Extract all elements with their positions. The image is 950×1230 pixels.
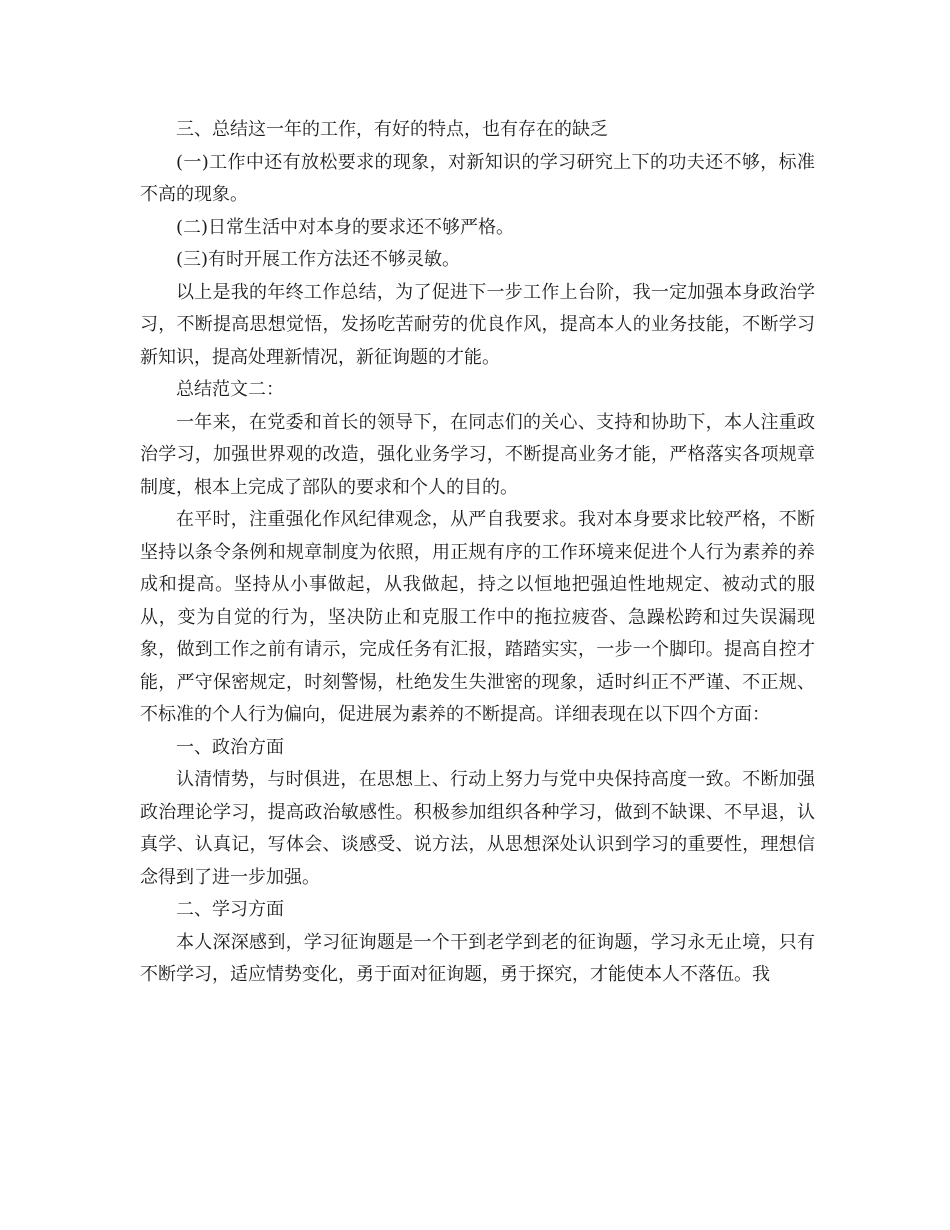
body-paragraph: 本人深深感到，学习征询题是一个干到老学到老的征询题，学习永无止境，只有不断学习，适应情势变化，勇于面对征询题，勇于探究，才能使本人不落伍。我 — [140, 931, 815, 985]
section-heading-study: 二、学习方面 — [176, 899, 284, 920]
list-item-shortcoming-3: (三)有时开展工作方法还不够灵敏。 — [176, 249, 461, 270]
list-item-shortcoming-2: (二)日常生活中对本身的要求还不够严格。 — [176, 216, 515, 238]
list-item-shortcoming-1: (一)工作中还有放松要求的现象，对新知识的学习研究上下的功夫还不够，标准不高的现象。 — [140, 151, 815, 205]
body-paragraph: 一年来，在党委和首长的领导下，在同志们的关心、支持和协助下，本人注重政治学习，加强世界观的改造，强化业务学习，不断提高业务才能，严格落实各项规章制度，根本上完成了部队的要求和个人的目的。 — [140, 411, 815, 498]
body-paragraph: 在平时，注重强化作风纪律观念，从严自我要求。我对本身要求比较严格，不断坚持以条令条例和规章制度为依照，用正规有序的工作环境来促进个人行为素养的养成和提高。坚持从小事做起，从我做起，持之以恒地把强迫性地规定、被动式的服从，变为自觉的行为，坚决防止和克服工作中的拖拉疲沓、急躁松跨和过失误漏现象，做到工作之前有请示，完成任务有汇报，踏踏实实，一步一个脚印。提高自控才能，严守保密规定，时刻警惕，杜绝发生失泄密的现象，适时纠正不严谨、不正规、不标准的个人行为偏向，促进展为素养的不断提高。详细表现在以下四个方面： — [140, 509, 815, 725]
sample-heading: 总结范文二： — [176, 379, 284, 400]
body-paragraph: 认清情势，与时俱进，在思想上、行动上努力与党中央保持高度一致。不断加强政治理论学习，提高政治敏感性。积极参加组织各种学习，做到不缺课、不早退，认真学、认真记，写体会、谈感受、说方法，从思想深处认识到学习的重要性，理想信念得到了进一步加强。 — [140, 769, 815, 888]
document-body — [140, 114, 815, 992]
section-heading-summary: 三、总结这一年的工作，有好的特点，也有存在的缺乏 — [176, 119, 608, 140]
closing-paragraph: 以上是我的年终工作总结，为了促进下一步工作上台阶，我一定加强本身政治学习，不断提高思想觉悟，发扬吃苦耐劳的优良作风，提高本人的业务技能，不断学习新知识，提高处理新情况，新征询题的才能。 — [140, 281, 815, 368]
section-heading-politics: 一、政治方面 — [176, 736, 284, 758]
